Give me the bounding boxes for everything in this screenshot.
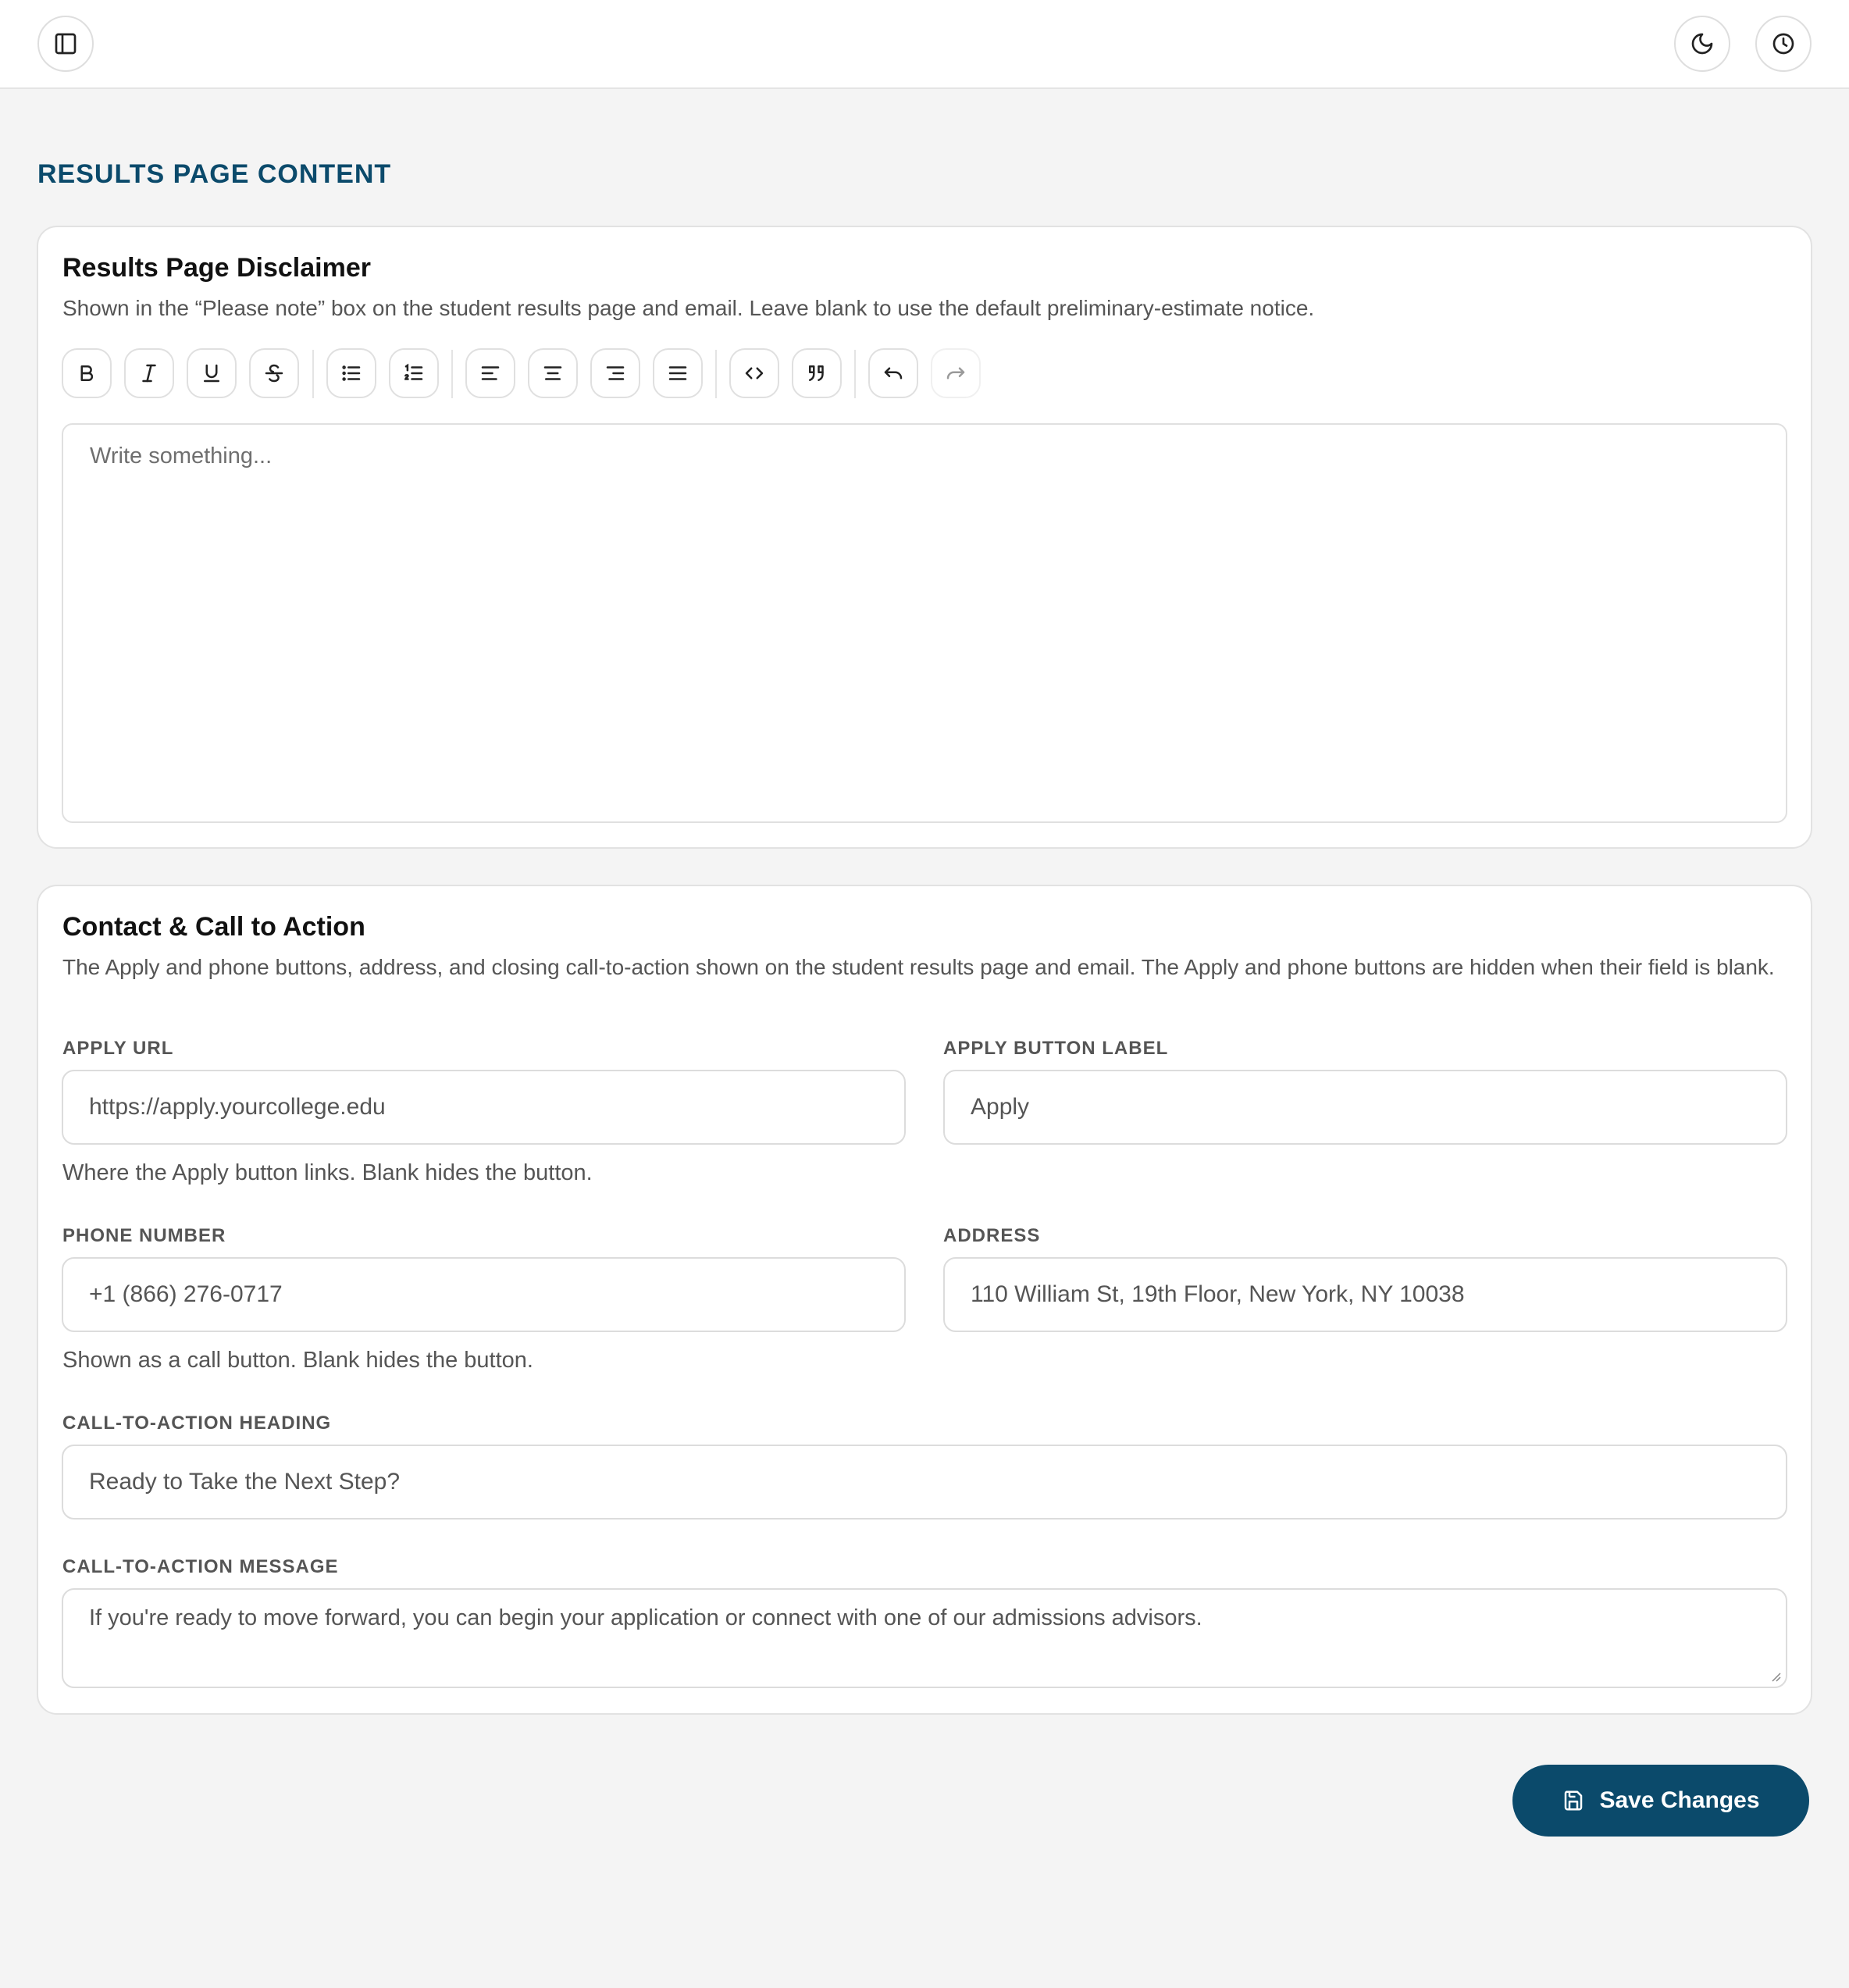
align-left-button[interactable]: [465, 348, 515, 398]
strikethrough-icon: [262, 362, 286, 385]
align-justify-icon: [666, 362, 689, 385]
phone-number-input[interactable]: [62, 1257, 906, 1332]
phone-number-label: PHONE NUMBER: [62, 1225, 226, 1246]
ordered-list-button[interactable]: [389, 348, 439, 398]
code-button[interactable]: [729, 348, 779, 398]
toolbar-divider: [312, 350, 314, 398]
bullet-list-button[interactable]: [326, 348, 376, 398]
editor-placeholder: Write something...: [90, 444, 273, 468]
undo-button[interactable]: [868, 348, 918, 398]
undo-icon: [882, 362, 905, 385]
apply-button-label-label: APPLY BUTTON LABEL: [943, 1038, 1169, 1059]
phone-number-help: Shown as a call button. Blank hides the button.: [62, 1348, 533, 1373]
resize-handle-icon[interactable]: [1769, 1669, 1781, 1682]
sidebar-toggle-icon: [53, 31, 78, 56]
underline-icon: [200, 362, 223, 385]
disclaimer-editor[interactable]: [62, 423, 1787, 823]
cta-message-label: CALL-TO-ACTION MESSAGE: [62, 1556, 339, 1577]
redo-button[interactable]: [931, 348, 981, 398]
contact-description: The Apply and phone buttons, address, and closing call-to-action shown on the student results page and email. The Apply and phone buttons are hidden when their field is blank.: [62, 955, 1775, 979]
bold-button[interactable]: [62, 348, 112, 398]
address-input[interactable]: [943, 1257, 1787, 1332]
save-changes-button[interactable]: [1512, 1765, 1809, 1837]
apply-url-label: APPLY URL: [62, 1038, 174, 1059]
top-bar: [0, 0, 1849, 89]
cta-message-value: If you're ready to move forward, you can begin your application or connect with one of our admissions advisors.: [89, 1605, 1202, 1630]
code-icon: [743, 362, 766, 385]
apply-url-value: https://apply.yourcollege.edu: [89, 1094, 386, 1120]
moon-icon: [1690, 31, 1715, 56]
address-value: 110 William St, 19th Floor, New York, NY 10038: [971, 1281, 1465, 1307]
strikethrough-button[interactable]: [249, 348, 299, 398]
phone-number-value: +1 (866) 276-0717: [89, 1281, 283, 1307]
underline-button[interactable]: [187, 348, 237, 398]
contact-title: Contact & Call to Action: [62, 912, 365, 942]
bold-icon: [75, 362, 98, 385]
align-justify-button[interactable]: [653, 348, 703, 398]
cta-heading-label: CALL-TO-ACTION HEADING: [62, 1413, 332, 1434]
disclaimer-title: Results Page Disclaimer: [62, 253, 371, 283]
italic-button[interactable]: [124, 348, 174, 398]
bullet-list-icon: [340, 362, 363, 385]
sidebar-toggle-button[interactable]: [37, 16, 94, 72]
toolbar-divider: [715, 350, 717, 398]
toolbar-divider: [854, 350, 856, 398]
redo-icon: [944, 362, 967, 385]
cta-heading-input[interactable]: [62, 1445, 1787, 1520]
align-center-icon: [541, 362, 565, 385]
align-right-icon: [604, 362, 627, 385]
italic-icon: [137, 362, 161, 385]
apply-button-label-input[interactable]: [943, 1070, 1787, 1145]
page-title: RESULTS PAGE CONTENT: [37, 159, 392, 189]
align-right-button[interactable]: [590, 348, 640, 398]
align-center-button[interactable]: [528, 348, 578, 398]
quote-icon: [805, 362, 828, 385]
cta-heading-value: Ready to Take the Next Step?: [89, 1469, 401, 1495]
address-label: ADDRESS: [943, 1225, 1041, 1246]
save-icon: [1562, 1789, 1585, 1812]
ordered-list-icon: [402, 362, 426, 385]
align-left-icon: [479, 362, 502, 385]
apply-button-label-value: Apply: [971, 1094, 1030, 1120]
toolbar-divider: [451, 350, 453, 398]
apply-url-input[interactable]: [62, 1070, 906, 1145]
blockquote-button[interactable]: [792, 348, 842, 398]
clock-icon: [1771, 31, 1796, 56]
save-changes-label: Save Changes: [1599, 1787, 1760, 1813]
theme-toggle-button[interactable]: [1674, 16, 1730, 72]
apply-url-help: Where the Apply button links. Blank hides the button.: [62, 1160, 593, 1185]
cta-message-textarea[interactable]: [62, 1588, 1787, 1688]
disclaimer-description: Shown in the “Please note” box on the student results page and email. Leave blank to use the default preliminary-estimate notice.: [62, 296, 1315, 320]
history-button[interactable]: [1755, 16, 1812, 72]
